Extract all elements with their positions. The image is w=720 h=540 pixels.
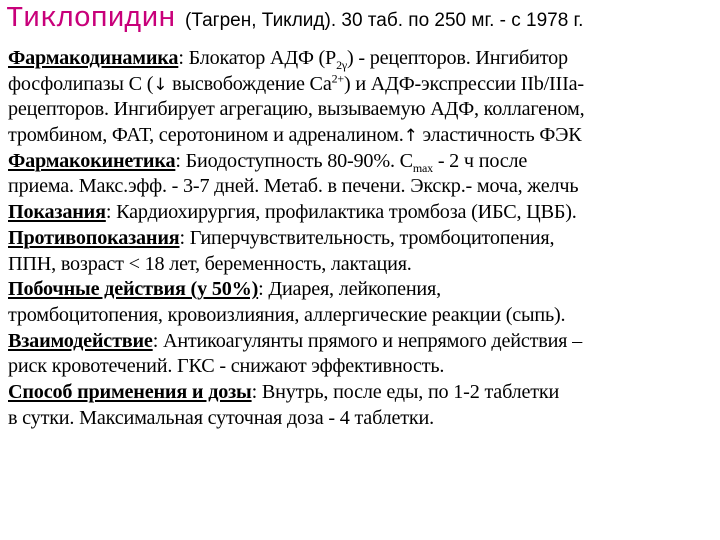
administration-line-2: в сутки. Максимальная суточная доза - 4 таблетки.: [8, 406, 434, 429]
cmax-subscript: max: [412, 160, 433, 175]
pharmacodynamics-line-4: [8, 123, 716, 149]
drug-subtitle: (Тагрен, Тиклид). 30 таб. по 250 мг. - с 1978 г.: [185, 10, 584, 31]
pharmacokinetics-heading: Фармакокинетика: [8, 149, 176, 172]
pharmacokinetics-line-2: приема. Макс.эфф. - 3-7 дней. Метаб. в печени. Экскр.- моча, желчь: [8, 175, 579, 198]
title-row: [6, 2, 718, 42]
calcium-superscript: 2+: [331, 70, 344, 85]
pharmacodynamics-line-1: [8, 46, 716, 72]
up-arrow-icon: ↑: [403, 126, 418, 147]
side-effects-heading: Побочные действия (у 50%): [8, 278, 259, 301]
indications-line: [8, 200, 716, 226]
contraindications-heading: Противопоказания: [8, 226, 180, 249]
pharmacokinetics-line-1: [8, 149, 716, 175]
contraindications-line-1: [8, 226, 716, 252]
administration-heading: Способ применения и дозы: [8, 380, 252, 403]
interactions-heading: Взаимодействие: [8, 329, 153, 352]
pharmacodynamics-text: высвобождение Са: [167, 72, 332, 95]
drug-title: Тиклопидин: [6, 2, 176, 35]
pharmacokinetics-text: : Биодоступность 80-90%. C: [175, 149, 413, 172]
contraindications-line-2: ППН, возраст < 18 лет, беременность, лактация.: [8, 252, 412, 275]
pharmacodynamics-text: тромбином, ФАТ, серотонином и адреналином.: [8, 124, 404, 147]
body-text: [8, 46, 716, 431]
pharmacodynamics-text: фосфолипазы С (: [8, 72, 154, 95]
interactions-text: : Антикоагулянты прямого и непрямого действия –: [152, 329, 582, 352]
side-effects-line-2: тромбоцитопения, кровоизлияния, аллергические реакции (сыпь).: [8, 303, 566, 326]
pharmacokinetics-text: - 2 ч после: [432, 149, 528, 172]
side-effects-line-1: [8, 277, 716, 303]
receptor-subscript: 2γ: [336, 58, 347, 73]
pharmacodynamics-text: : Блокатор АДФ (P: [178, 47, 337, 69]
interactions-line-2: риск кровотечений. ГКС - снижают эффективность.: [8, 355, 445, 378]
administration-line-1: [8, 380, 716, 406]
indications-text: : Кардиохирургия, профилактика тромбоза (ИБС, ЦВБ).: [105, 201, 577, 224]
indications-heading: Показания: [8, 201, 106, 224]
pharmacodynamics-line-2: [8, 72, 716, 98]
pharmacodynamics-text: ) и АДФ-экспрессии IIb/IIIa-: [343, 72, 584, 95]
pharmacodynamics-line-3: рецепторов. Ингибирует агрегацию, вызываемую АДФ, коллагеном,: [8, 98, 585, 121]
side-effects-text: : Диарея, лейкопения,: [258, 278, 441, 301]
contraindications-text: : Гиперчувствительность, тромбоцитопения,: [179, 226, 555, 249]
down-arrow-icon: ↓: [153, 74, 168, 95]
pharmacodynamics-text: эластичность ФЭК: [417, 124, 582, 147]
interactions-line-1: [8, 329, 716, 355]
pharmacodynamics-heading: Фармакодинамика: [8, 47, 179, 69]
administration-text: : Внутрь, после еды, по 1-2 таблетки: [251, 380, 560, 403]
pharmacodynamics-text: ) - рецепторов. Ингибитор: [347, 47, 568, 69]
